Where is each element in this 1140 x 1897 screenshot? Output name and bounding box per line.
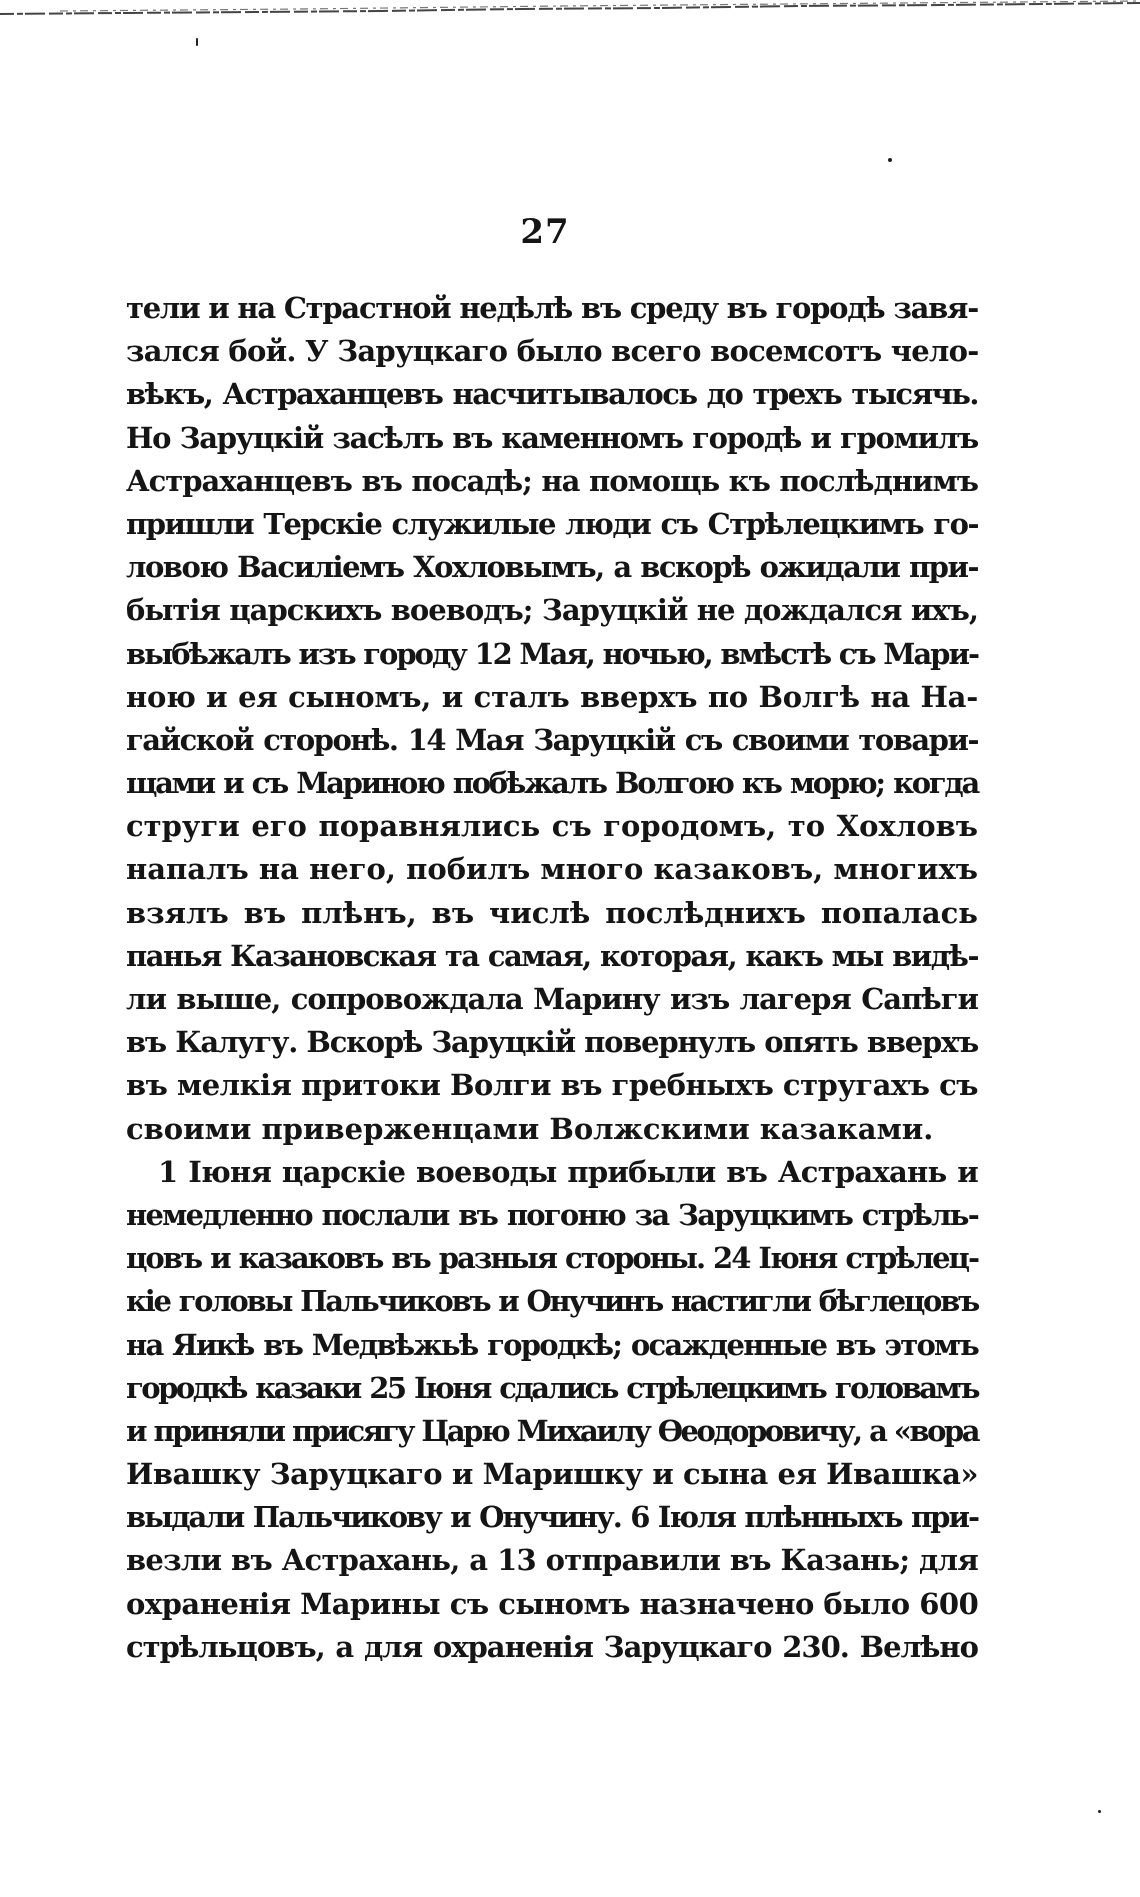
text-line: гайской сторонѣ. 14 Мая Заруцкій съ своими товари- [126,722,978,757]
text-line: струги его поравнялись съ городомъ, то Хохловъ [126,809,978,844]
text-line: охраненія Марины съ сыномъ назначено было 600 [126,1586,979,1621]
text-line: ловою Василіемъ Хохловымъ, а вскорѣ ожидали при- [126,550,978,585]
text-line: Но Заруцкій засѣлъ въ каменномъ городѣ и громилъ [126,420,978,455]
text-line: напалъ на него, побилъ много казаковъ, многихъ [126,852,978,887]
text-line: Астраханцевъ въ посадѣ; на помощь къ послѣднимъ [126,463,978,498]
text-line: взялъ въ плѣнъ, въ числѣ послѣднихъ попалась [126,895,978,930]
text-line: немедленно послали въ погоню за Заруцкимъ стрѣль- [126,1197,978,1232]
text-line: везли въ Астрахань, а 13 отправили въ Казань; для [126,1543,978,1578]
scan-speck [196,38,198,46]
page-number: 27 [520,212,570,252]
scan-top-edge [0,0,1140,18]
body-text [126,287,978,1669]
text-line: пришли Терскіе служилые люди съ Стрѣлецкимъ го- [126,506,978,541]
text-line: щами и съ Мариною побѣжалъ Волгою къ морю; когда [126,766,978,801]
text-line: кіе головы Пальчиковъ и Онучинъ настигли бѣглецовъ [126,1284,978,1319]
text-line: Ивашку Заруцкаго и Маришку и сына ея Ивашка» [126,1457,978,1492]
text-line: выбѣжалъ изъ городу 12 Мая, ночью, вмѣстѣ съ Мари- [126,636,978,671]
text-line: и приняли присягу Царю Михаилу Ѳеодоровичу, а «вора [126,1413,978,1448]
text-line: цовъ и казаковъ въ разныя стороны. 24 Іюня стрѣлец- [126,1241,978,1276]
text-line: 1 Іюня царскіе воеводы прибыли въ Астрахань и [158,1154,978,1189]
text-line: въ мелкія притоки Волги въ гребныхъ стругахъ съ [126,1068,978,1103]
text-line: вѣкъ, Астраханцевъ насчитывалось до трехъ тысячь. [126,377,978,412]
text-line: панья Казановская та самая, которая, какъ мы видѣ- [126,938,978,973]
text-line: ною и ея сыномъ, и сталъ вверхъ по Волгѣ на На- [126,679,978,714]
text-line: городкѣ казаки 25 Іюня сдались стрѣлецкимъ головамъ [126,1370,978,1405]
scan-speck [1098,1810,1101,1813]
text-line: на Яикѣ въ Медвѣжьѣ городкѣ; осажденные въ этомъ [126,1327,978,1362]
text-line: стрѣльцовъ, а для охраненія Заруцкаго 230. Велѣно [126,1629,978,1664]
text-line: своими приверженцами Волжскими казаками. [126,1111,934,1146]
scan-speck [888,158,892,162]
text-line: бытія царскихъ воеводъ; Заруцкій не дождался ихъ, [126,593,978,628]
text-line: ли выше, сопровождала Марину изъ лагеря Сапѣги [126,982,978,1016]
text-line: выдали Пальчикову и Онучину. 6 Іюля плѣнныхъ при- [126,1500,978,1535]
text-line: зался бой. У Заруцкаго было всего восемсотъ чело- [126,334,979,369]
text-line: тели и на Страстной недѣлѣ въ среду въ городѣ завя- [126,291,978,325]
text-line: въ Калугу. Вскорѣ Заруцкій повернулъ опять вверхъ [126,1025,978,1060]
